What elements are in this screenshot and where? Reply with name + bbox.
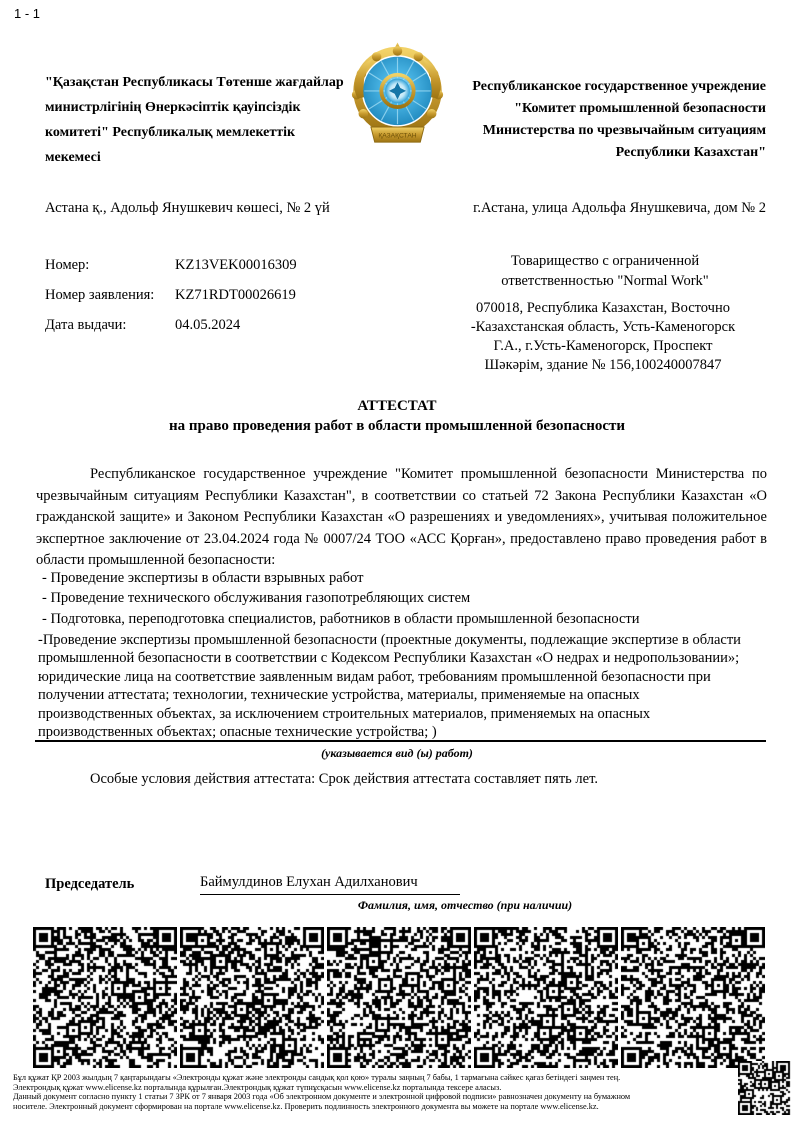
recipient-name: Товарищество с ограниченной ответственностью "Normal Work" xyxy=(501,253,709,289)
qr-code xyxy=(327,927,471,1068)
footer-line: Данный документ согласно пункту 1 статьи 7 ЗРК от 7 января 2003 года «Об электронном документе и электронной цифровой подписи» равнозначен документу на бумажном xyxy=(13,1092,631,1102)
issuer-name-kazakh: "Қазақстан Республикасы Төтенше жағдайлар министрлігінің Өнеркәсіптік қауіпсіздік комитеті" Республикалық мемлекеттік мекемесі xyxy=(45,75,344,165)
qr-code xyxy=(474,927,618,1068)
signer-name-caption: Фамилия, имя, отчество (при наличии) xyxy=(357,898,573,912)
kazakhstan-emblem-icon xyxy=(350,40,445,157)
field-application-label: Номер заявления: xyxy=(45,287,155,303)
document-title xyxy=(0,396,794,436)
special-conditions: Особые условия действия аттестата: Срок действия аттестата составляет пять лет. xyxy=(90,771,598,787)
work-type-item: - Проведение технического обслуживания газопотребляющих систем xyxy=(42,590,471,607)
work-types-caption: (указывается вид (ы) работ) xyxy=(321,746,473,760)
signer-position-label: Председатель xyxy=(45,876,135,892)
field-number-value: KZ13VEK00016309 xyxy=(175,257,297,273)
issuer-name-russian: Республиканское государственное учреждение "Комитет промышленной безопасности Министерства по чрезвычайным ситуациям Республики Казахстан" xyxy=(472,79,766,160)
page-marker: 1 - 1 xyxy=(14,6,41,21)
field-issue-date-label: Дата выдачи: xyxy=(45,317,127,333)
qr-code xyxy=(621,927,765,1068)
legal-footer xyxy=(13,1073,737,1112)
field-issue-date xyxy=(45,315,385,335)
signature-qr-strip xyxy=(33,927,769,1068)
issuer-address-russian: г.Астана, улица Адольфа Янушкевича, дом № 2 xyxy=(473,200,766,216)
document-fields xyxy=(45,255,385,345)
title-subtitle: на право проведения работ в области промышленной безопасности xyxy=(168,418,626,434)
qr-code xyxy=(180,927,324,1068)
work-details-paragraph: -Проведение экспертизы промышленной безопасности (проектные документы, подлежащие экспертизе в области промышленной безопасности в соответствии с Кодексом Республики Казахстан «О недрах и недропользовании»; юридические лица на соответствие заявленным видам работ, требованиям промышленной безопасности при получении аттестата; технологии, технические устройства, материалы, применяемые на опасных производственных объектах, за исключением строительных материалов, применяемых на опасных производственных объектах; опасные технические устройства; ) xyxy=(38,632,741,741)
emblem-banner-text: ҚАЗАҚСТАН xyxy=(378,132,417,140)
qr-code xyxy=(33,927,177,1068)
work-type-item: - Проведение экспертизы в области взрывных работ xyxy=(42,570,364,586)
issuer-address-kazakh: Астана қ., Адольф Янушкевич көшесі, № 2 үй xyxy=(45,200,330,216)
signer-name: Баймулдинов Елухан Адилханович xyxy=(200,874,460,895)
recipient-address: 070018, Республика Казахстан, Восточно -Казахстанская область, Усть-Каменогорск Г.А., г.Усть-Каменогорск, Проспект Шәкәрім, здание № 156,100240007847 xyxy=(470,300,736,373)
qr-code-small xyxy=(738,1061,791,1115)
grant-paragraph: Республиканское государственное учреждение "Комитет промышленной безопасности Министерства по чрезвычайным ситуациям Республики Казахстан", в соответствии со статьей 72 Закона Республики Казахстан «О гражданской защите» и Законом Республики Казахстан «О разрешениях и уведомлениях», учитывая положительное экспертное заключение от 23.04.2024 года № 0007/24 ТОО «АСС Қорған», предоставлено право проведения работ в области промышленной безопасности: xyxy=(36,466,767,568)
work-types-list xyxy=(42,568,764,629)
footer-line: Электрондық құжат www.elicense.kz порталында құрылған.Электрондық құжат түпнұсқасын www.elicense.kz порталында тексере аласыз. xyxy=(13,1082,502,1092)
field-issue-date-value: 04.05.2024 xyxy=(175,317,241,333)
field-application-value: KZ71RDT00026619 xyxy=(175,287,296,303)
footer-line: Бұл құжат ҚР 2003 жылдың 7 қаңтарындағы «Электронды құжат және электронды сандық қол қою» туралы заңның 7 бабы, 1 тармағына сәйкес қағаз бетіндегі заңмен тең. xyxy=(13,1073,621,1082)
work-type-item: - Подготовка, переподготовка специалистов, работников в области промышленной безопасности xyxy=(42,610,640,627)
field-application-number xyxy=(45,285,385,305)
work-types-underline xyxy=(35,740,766,742)
footer-line: носителе. Электронный документ сформирован на портале www.elicense.kz. Проверить подлинность электронного документа вы можете на портале www.elicense.kz. xyxy=(13,1102,599,1112)
title-main: АТТЕСТАТ xyxy=(357,398,437,414)
field-number-label: Номер: xyxy=(45,257,90,273)
field-number xyxy=(45,255,385,275)
